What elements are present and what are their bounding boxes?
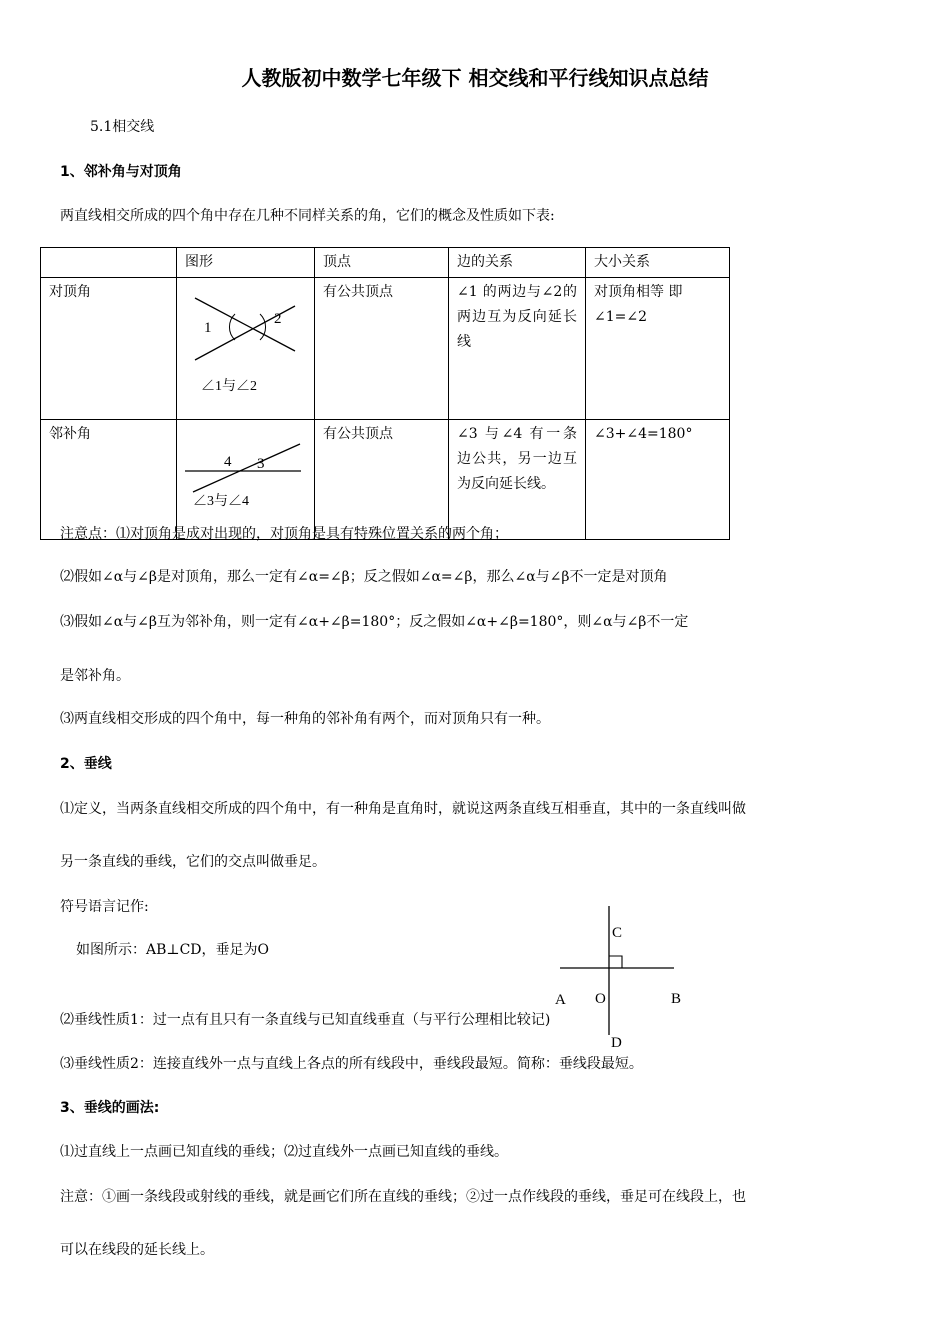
table-header-cell: 顶点 bbox=[315, 248, 449, 278]
drawing-note: 可以在线段的延长线上。 bbox=[60, 1242, 214, 1258]
vertical-angles-figure bbox=[177, 278, 314, 410]
page-title: 人教版初中数学七年级下 相交线和平行线知识点总结 bbox=[241, 66, 709, 90]
figure-caption: ∠3与∠4 bbox=[193, 494, 249, 509]
angle-label: 1 bbox=[204, 320, 212, 336]
table-row bbox=[41, 278, 730, 420]
heading-adjacent-vertical: 1、邻补角与对顶角 bbox=[60, 164, 182, 180]
note-line: ⑵假如∠α与∠β是对顶角，那么一定有∠α=∠β；反之假如∠α=∠β，那么∠α与∠β不一定是对顶角 bbox=[60, 569, 668, 585]
point-label-d: D bbox=[611, 1035, 622, 1051]
table-header-row bbox=[41, 248, 730, 278]
intro-text: 两直线相交所成的四个角中存在几种不同样关系的角，它们的概念及性质如下表: bbox=[60, 208, 555, 224]
point-label-c: C bbox=[612, 925, 623, 941]
table-header-cell: 大小关系 bbox=[586, 248, 730, 278]
figure-cell bbox=[177, 278, 315, 420]
drawing-line: ⑴过直线上一点画已知直线的垂线；⑵过直线外一点画已知直线的垂线。 bbox=[60, 1144, 508, 1160]
row-size bbox=[586, 278, 730, 420]
note-line: 是邻补角。 bbox=[60, 668, 130, 684]
note-line: ⑶两直线相交形成的四个角中，每一种角的邻补角有两个，而对顶角只有一种。 bbox=[60, 711, 550, 727]
table-header-cell bbox=[41, 248, 177, 278]
perpendicular-figure bbox=[548, 900, 698, 1055]
figure-caption: ∠1与∠2 bbox=[201, 379, 257, 394]
row-vertex: 有公共顶点 bbox=[315, 278, 449, 420]
definition-line: 另一条直线的垂线，它们的交点叫做垂足。 bbox=[60, 854, 326, 870]
angle-label: 3 bbox=[257, 456, 265, 472]
angle-table bbox=[40, 247, 730, 540]
adjacent-angles-figure bbox=[177, 420, 314, 530]
heading-perpendicular: 2、垂线 bbox=[60, 756, 112, 772]
angle-label: 2 bbox=[274, 311, 282, 327]
row-name: 邻补角 bbox=[41, 420, 177, 540]
row-edge: ∠1 的两边与∠2的两边互为反向延长线 bbox=[449, 278, 586, 420]
point-label-o: O bbox=[595, 991, 606, 1007]
table-header-cell: 边的关系 bbox=[449, 248, 586, 278]
property-line: ⑵垂线性质1：过一点有且只有一条直线与已知直线垂直（与平行公理相比较记) bbox=[60, 1012, 551, 1028]
row-vertex: 有公共顶点 bbox=[315, 420, 449, 540]
row-size: ∠3+∠4=180° bbox=[586, 420, 730, 540]
angle-label: 4 bbox=[224, 454, 232, 470]
definition-line: ⑴定义，当两条直线相交所成的四个角中，有一种角是直角时，就说这两条直线互相垂直，其中的一条直线叫做 bbox=[60, 801, 746, 817]
row-name: 对顶角 bbox=[41, 278, 177, 420]
row-edge: ∠3 与∠4 有一条边公共，另一边互为反向延长线。 bbox=[449, 420, 586, 540]
symbol-text: 符号语言记作: bbox=[60, 899, 149, 915]
heading-drawing: 3、垂线的画法: bbox=[60, 1100, 160, 1116]
point-label-a: A bbox=[555, 992, 566, 1008]
example-text: 如图所示：AB⊥CD，垂足为O bbox=[76, 942, 269, 958]
property-line: ⑶垂线性质2：连接直线外一点与直线上各点的所有线段中，垂线段最短。简称：垂线段最短。 bbox=[60, 1056, 643, 1072]
note-line: ⑶假如∠α与∠β互为邻补角，则一定有∠α+∠β=180°；反之假如∠α+∠β=180°，则∠α与∠β不一定 bbox=[60, 614, 689, 630]
table-row bbox=[41, 420, 730, 540]
table-header-cell: 图形 bbox=[177, 248, 315, 278]
drawing-note: 注意：①画一条线段或射线的垂线，就是画它们所在直线的垂线；②过一点作线段的垂线，垂足可在线段上，也 bbox=[60, 1189, 746, 1205]
figure-cell bbox=[177, 420, 315, 540]
row-size-text: 对顶角相等 即∠1=∠2 bbox=[594, 284, 683, 325]
point-label-b: B bbox=[671, 991, 682, 1007]
section-heading: 5.1相交线 bbox=[90, 119, 155, 135]
note-line: 注意点：⑴对顶角是成对出现的，对顶角是具有特殊位置关系的两个角； bbox=[60, 526, 508, 542]
